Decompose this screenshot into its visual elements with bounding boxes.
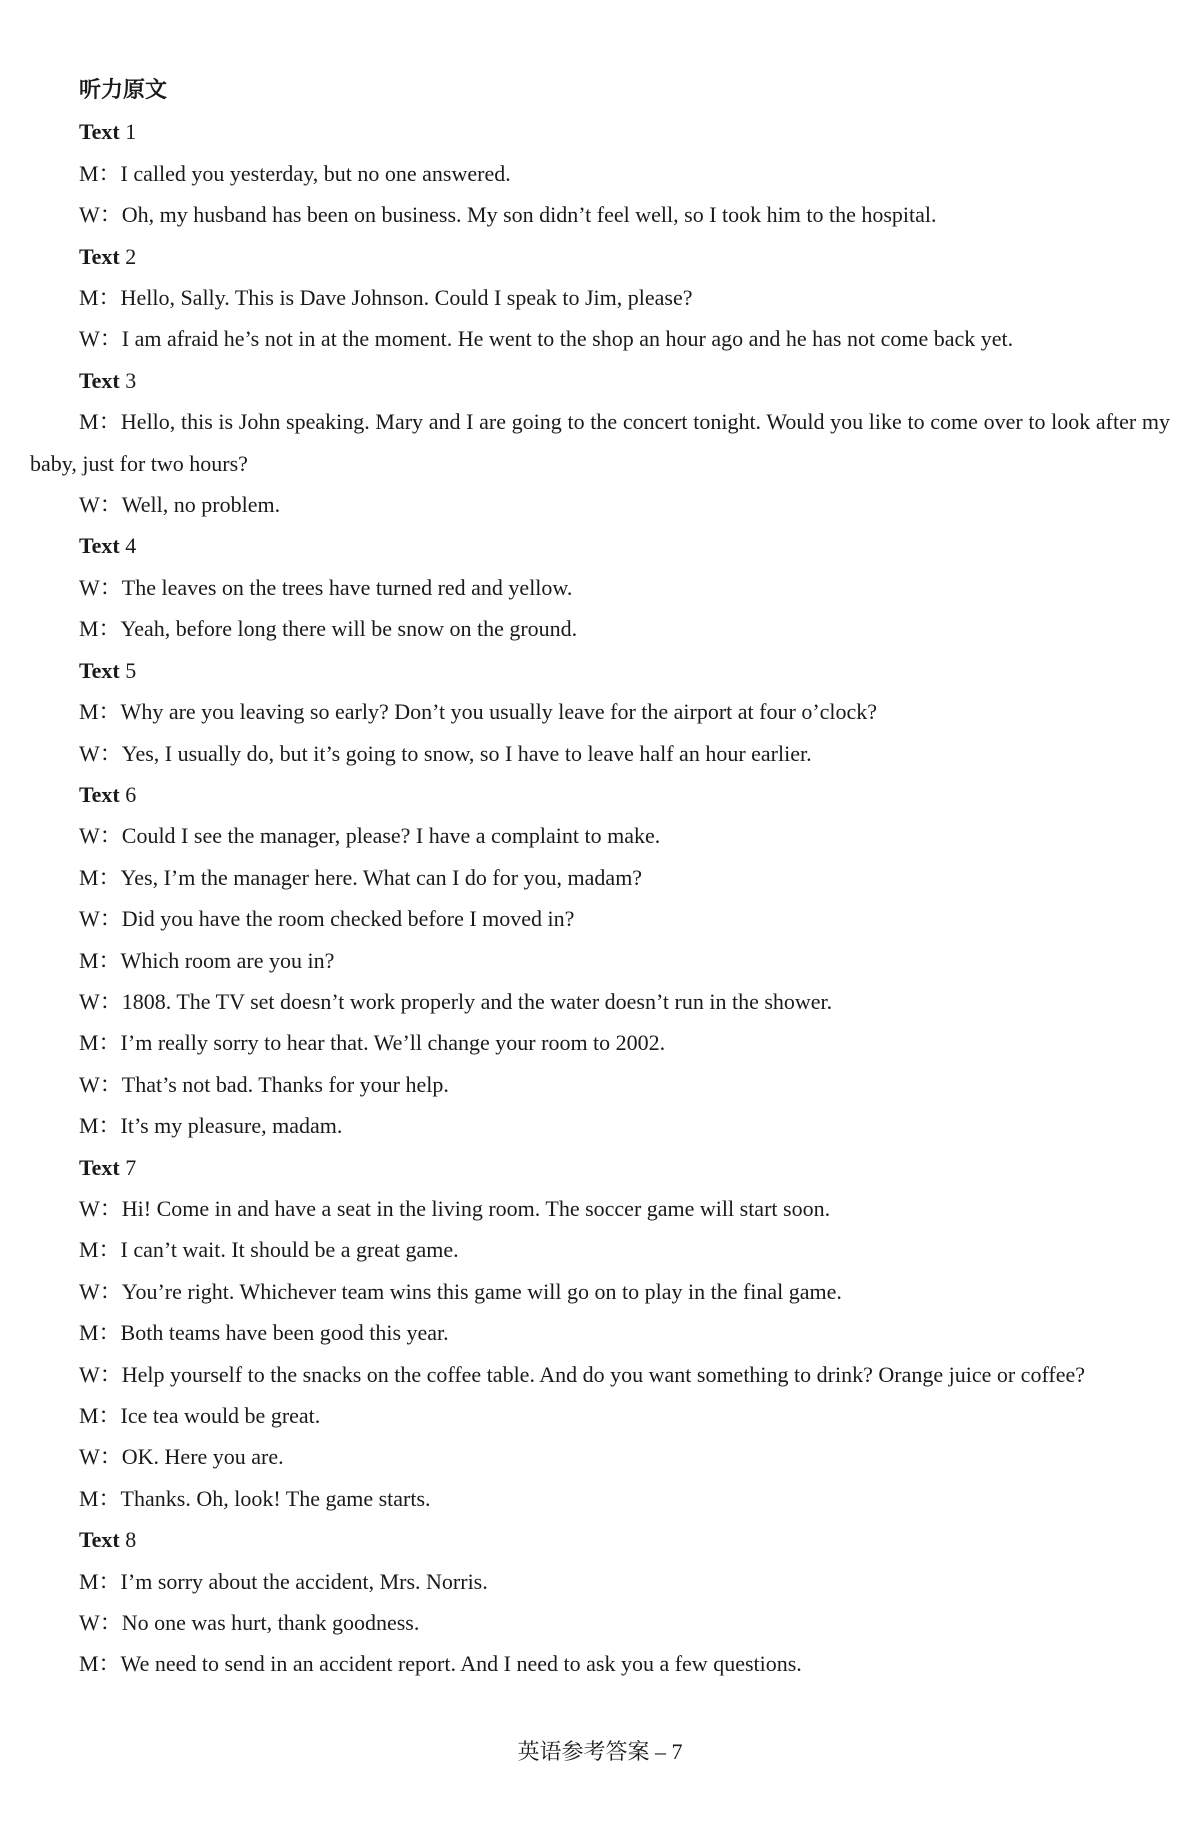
dialogue-line: M：I’m really sorry to hear that. We’ll change your room to 2002. bbox=[79, 1030, 666, 1056]
dialogue-line: M：Hello, Sally. This is Dave Johnson. Could I speak to Jim, please? bbox=[79, 285, 693, 311]
dialogue-line: M：Both teams have been good this year. bbox=[79, 1320, 449, 1346]
text-title bbox=[30, 650, 1170, 691]
text-title-number: 2 bbox=[125, 243, 137, 269]
text-title-label: Text bbox=[79, 533, 120, 559]
dialogue-line: M：Yes, I’m the manager here. What can I do for you, madam? bbox=[79, 864, 643, 890]
dialogue-line: M：Which room are you in? bbox=[79, 947, 335, 973]
text-title bbox=[30, 1519, 1170, 1560]
dialogue-line: W：OK. Here you are. bbox=[79, 1444, 284, 1470]
dialogue-line: M：It’s my pleasure, madam. bbox=[79, 1113, 343, 1139]
listening-transcript bbox=[30, 70, 1170, 1685]
dialogue-line: W：You’re right. Whichever team wins this game will go on to play in the final game. bbox=[79, 1278, 842, 1304]
text-title bbox=[30, 360, 1170, 401]
dialogue-line: M：Yeah, before long there will be snow on the ground. bbox=[79, 616, 578, 642]
dialogue-line: W：Well, no problem. bbox=[79, 492, 281, 518]
dialogue-line: W：Yes, I usually do, but it’s going to snow, so I have to leave half an hour earlier. bbox=[79, 740, 812, 766]
dialogue-line: M：Thanks. Oh, look! The game starts. bbox=[79, 1485, 431, 1511]
text-title-label: Text bbox=[79, 1527, 120, 1553]
text-title bbox=[30, 525, 1170, 566]
section-heading: 听力原文 bbox=[79, 78, 168, 103]
dialogue-line: M：I can’t wait. It should be a great game. bbox=[79, 1237, 459, 1263]
text-title-label: Text bbox=[79, 119, 120, 145]
text-title-number: 8 bbox=[125, 1527, 137, 1553]
text-title-label: Text bbox=[79, 781, 120, 807]
dialogue-line: W：Help yourself to the snacks on the coffee table. And do you want something to drink? Orange juice or coffee? bbox=[79, 1361, 1085, 1387]
dialogue-line: M：Why are you leaving so early? Don’t you usually leave for the airport at four o’clock? bbox=[79, 699, 878, 725]
text-title-label: Text bbox=[79, 367, 120, 393]
dialogue-line: W：Hi! Come in and have a seat in the living room. The soccer game will start soon. bbox=[79, 1195, 831, 1221]
text-title-number: 6 bbox=[125, 781, 137, 807]
text-title-number: 1 bbox=[125, 119, 137, 145]
text-title-number: 3 bbox=[125, 367, 137, 393]
dialogue-line: W：Did you have the room checked before I moved in? bbox=[79, 906, 575, 932]
dialogue-line: M：Hello, this is John speaking. Mary and I are going to the concert tonight. Would you like to come over to look after my baby, just for two hours? bbox=[30, 409, 1170, 476]
dialogue-line: W：No one was hurt, thank goodness. bbox=[79, 1610, 420, 1636]
text-title-number: 5 bbox=[125, 657, 137, 683]
text-title-number: 7 bbox=[125, 1154, 137, 1180]
transcript-texts bbox=[30, 111, 1170, 1684]
text-title bbox=[30, 236, 1170, 277]
text-title bbox=[30, 111, 1170, 152]
text-title-number: 4 bbox=[125, 533, 137, 559]
dialogue-line: W：Oh, my husband has been on business. My son didn’t feel well, so I took him to the hospital. bbox=[79, 202, 937, 228]
text-title bbox=[30, 1147, 1170, 1188]
dialogue-line: W：The leaves on the trees have turned red and yellow. bbox=[79, 574, 573, 600]
text-title-label: Text bbox=[79, 1154, 120, 1180]
dialogue-line: W：That’s not bad. Thanks for your help. bbox=[79, 1071, 449, 1097]
text-title-label: Text bbox=[79, 243, 120, 269]
text-title bbox=[30, 774, 1170, 815]
dialogue-line: M：I’m sorry about the accident, Mrs. Norris. bbox=[79, 1568, 488, 1594]
dialogue-line: M：Ice tea would be great. bbox=[79, 1403, 321, 1428]
dialogue-line: M：I called you yesterday, but no one answered. bbox=[79, 160, 511, 186]
page-footer: 英语参考答案 – 7 bbox=[517, 1739, 683, 1764]
dialogue-line: M：We need to send in an accident report. And I need to ask you a few questions. bbox=[79, 1651, 802, 1677]
text-title-label: Text bbox=[79, 657, 120, 683]
dialogue-line: W：Could I see the manager, please? I have a complaint to make. bbox=[79, 823, 661, 849]
dialogue-line: W：I am afraid he’s not in at the moment. He went to the shop an hour ago and he has not come back yet. bbox=[79, 326, 1014, 352]
dialogue-line: W：1808. The TV set doesn’t work properly and the water doesn’t run in the shower. bbox=[79, 988, 833, 1014]
